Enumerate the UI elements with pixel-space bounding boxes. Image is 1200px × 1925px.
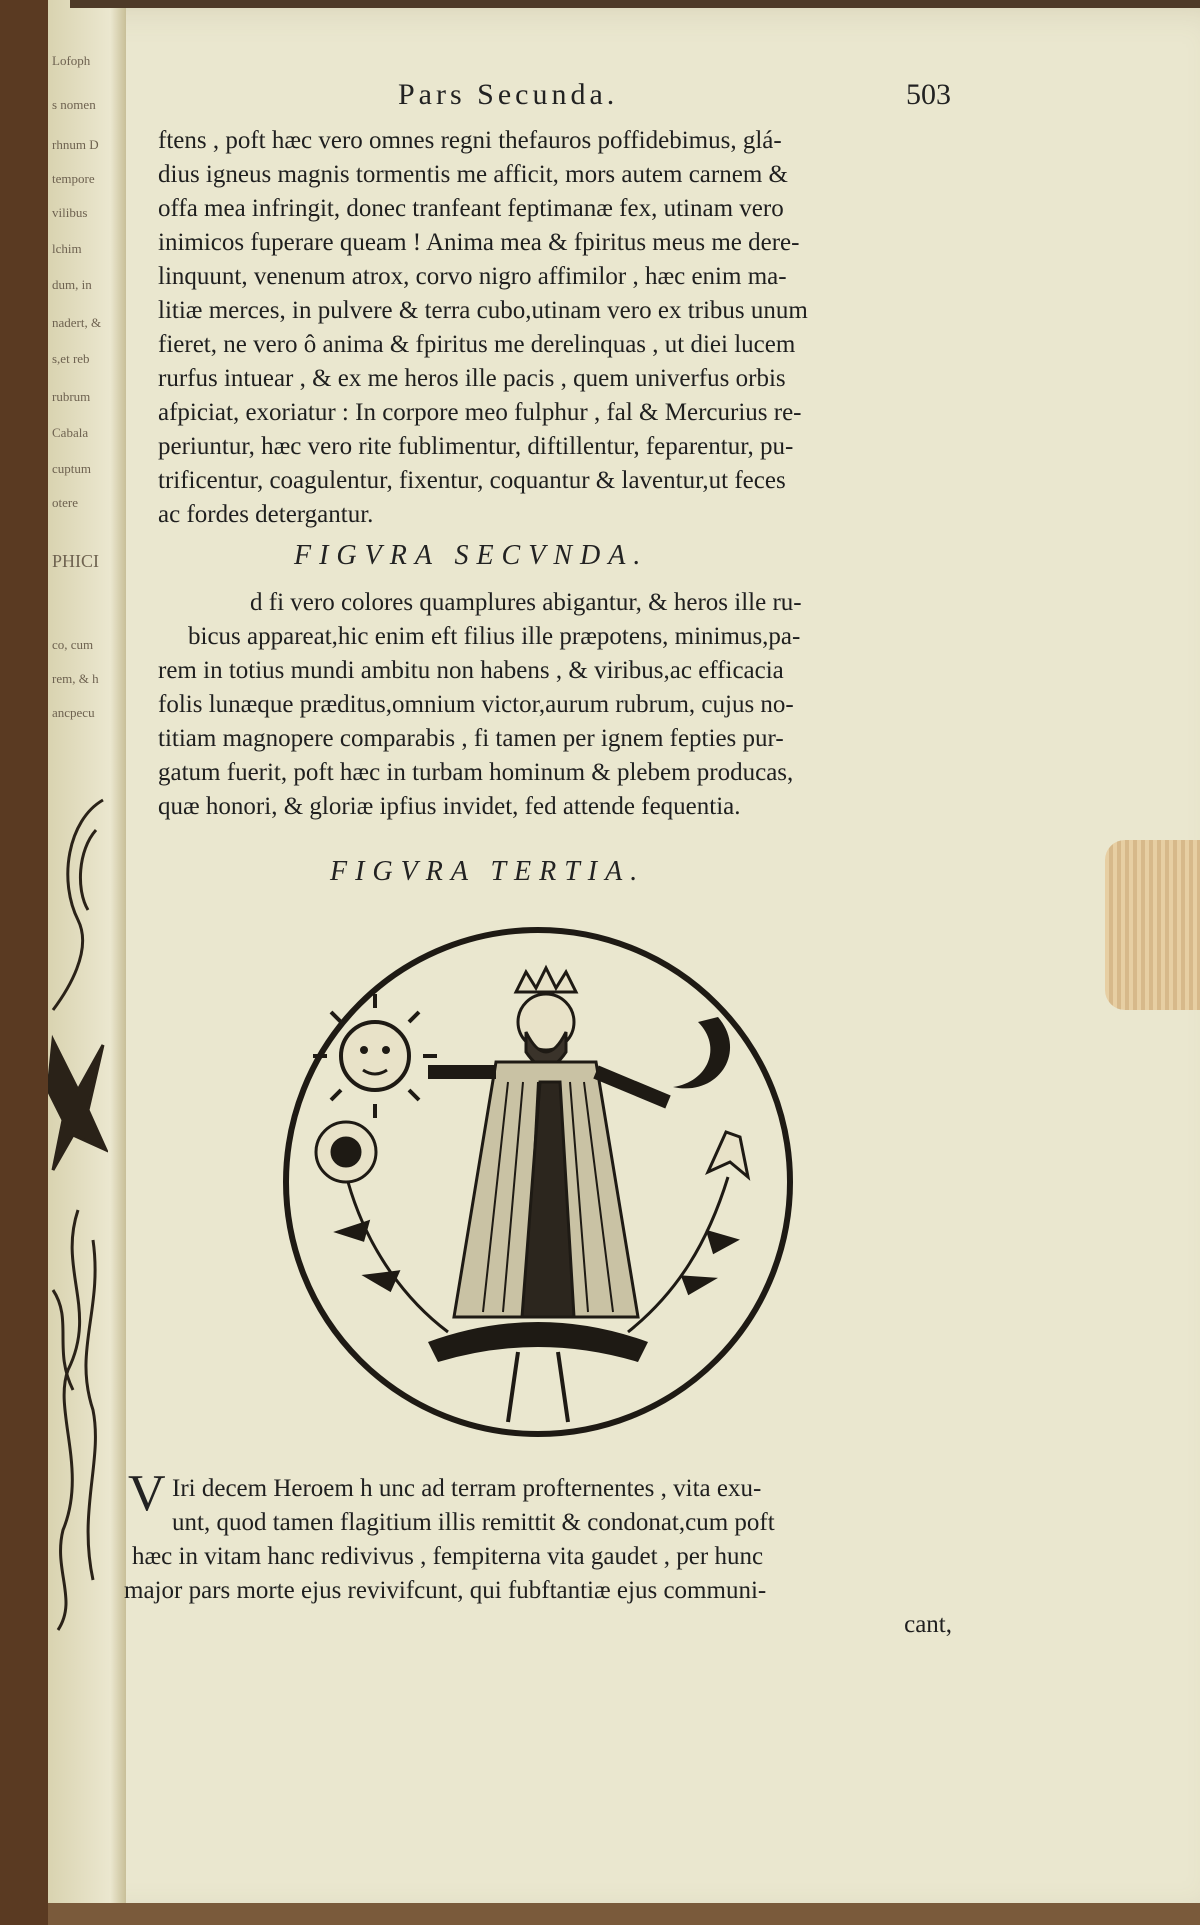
text-line: d fi vero colores quamplures abigantur, & heros ille ru- — [250, 589, 802, 616]
brush-icon — [1105, 840, 1200, 1010]
text-line: ftens , poft hæc vero omnes regni thefauros poffidebimus, glá- — [158, 127, 782, 154]
sun-icon — [313, 994, 437, 1118]
paragraph-2 — [158, 586, 968, 824]
margin-fragment: co, cum — [52, 637, 94, 652]
text-line: fieret, ne vero ô anima & fpiritus me derelinquas , ut diei lucem — [158, 331, 796, 358]
text-line: major pars morte ejus revivifcunt, qui fubftantiæ ejus communi- — [124, 1577, 767, 1604]
text-line: afpiciat, exoriatur : In corpore meo fulphur , fal & Mercurius re- — [158, 399, 802, 426]
king-figure — [428, 968, 668, 1317]
text-line: hæc in vitam hanc redivivus , fempiterna vita gaudet , per hunc — [132, 1543, 764, 1570]
margin-fragment: rem, & h — [52, 671, 99, 686]
text-line: Iri decem Heroem h unc ad terram profternentes , vita exu- — [172, 1475, 762, 1502]
text-line: gatum fuerit, poft hæc in turbam hominum & plebem producas, — [158, 759, 794, 786]
text-line: ac fordes detergantur. — [158, 501, 374, 528]
margin-fragment: dum, in — [52, 277, 92, 292]
margin-fragment: Cabala — [52, 425, 89, 440]
text-line: linquunt, venenum atrox, corvo nigro affimilor , hæc enim ma- — [158, 263, 787, 290]
text-line: bicus appareat,hic enim eft filius ille præpotens, minimus,pa- — [188, 623, 801, 650]
rose-icon — [316, 1122, 448, 1332]
margin-fragment: s,et reb — [52, 351, 90, 366]
text-line: rem in totius mundi ambitu non habens , & viribus,ac efficacia — [158, 657, 784, 684]
margin-fragment: cuptum — [52, 461, 91, 476]
text-line: inimicos fuperare queam ! Anima mea & fpiritus meus me dere- — [158, 229, 800, 256]
figure-caption-tertia: FIGVRA TERTIA. — [330, 856, 646, 887]
page-number: 503 — [906, 78, 951, 111]
margin-fragment: nadert, & — [52, 315, 102, 330]
margin-fragment: lchim — [52, 241, 82, 256]
text-line: trificentur, coagulentur, fixentur, coquantur & laventur,ut feces — [158, 467, 786, 494]
crescent-moon-icon — [673, 1017, 730, 1088]
top-page-edge — [70, 0, 1200, 8]
drop-cap: V — [128, 1465, 166, 1522]
margin-fragment: ancpecu — [52, 705, 95, 720]
paragraph-3 — [124, 1472, 952, 1642]
book-page — [48, 0, 1200, 1925]
running-header: Pars Secunda. — [398, 78, 619, 111]
text-line: periuntur, hæc vero rite fublimentur, diftillentur, feparentur, pu- — [158, 433, 794, 460]
facing-page-woodcut — [48, 790, 108, 1640]
text-line: dius igneus magnis tormentis me afficit, mors autem carnem & — [158, 161, 788, 188]
margin-fragment: rubrum — [52, 389, 91, 404]
catchword: cant, — [904, 1611, 952, 1638]
margin-fragment: tempore — [52, 171, 95, 186]
text-line: litiæ merces, in pulvere & terra cubo,utinam vero ex tribus unum — [158, 297, 808, 324]
woodcut-king-sun-moon — [278, 922, 798, 1442]
margin-fragment: rhnum D — [52, 137, 99, 152]
text-line: titiam magnopere comparabis , fi tamen per ignem fepties pur- — [158, 725, 784, 752]
text-line: rurfus intuear , & ex me heros ille pacis , quem univerfus orbis — [158, 365, 786, 392]
facing-page-edge — [48, 0, 126, 1925]
text-line: offa mea infringit, donec tranfeant feptimanæ fex, utinam vero — [158, 195, 784, 222]
figure-caption-secunda: FIGVRA SECVNDA. — [294, 540, 649, 571]
text-line: folis lunæque præditus,omnium victor,aurum rubrum, cujus no- — [158, 691, 794, 718]
margin-fragment: Lofoph — [52, 53, 91, 68]
lily-icon — [628, 1132, 748, 1332]
bottom-page-edge — [48, 1903, 1200, 1925]
paragraph-1 — [158, 124, 968, 532]
margin-fragment: otere — [52, 495, 78, 510]
text-line: quæ honori, & gloriæ ipfius invidet, fed attende fequentia. — [158, 793, 741, 820]
margin-fragment: s nomen — [52, 97, 96, 112]
margin-fragment: vilibus — [52, 205, 88, 220]
margin-fragment: PHICI — [52, 551, 100, 571]
text-line: unt, quod tamen flagitium illis remittit & condonat,cum poft — [172, 1509, 775, 1536]
